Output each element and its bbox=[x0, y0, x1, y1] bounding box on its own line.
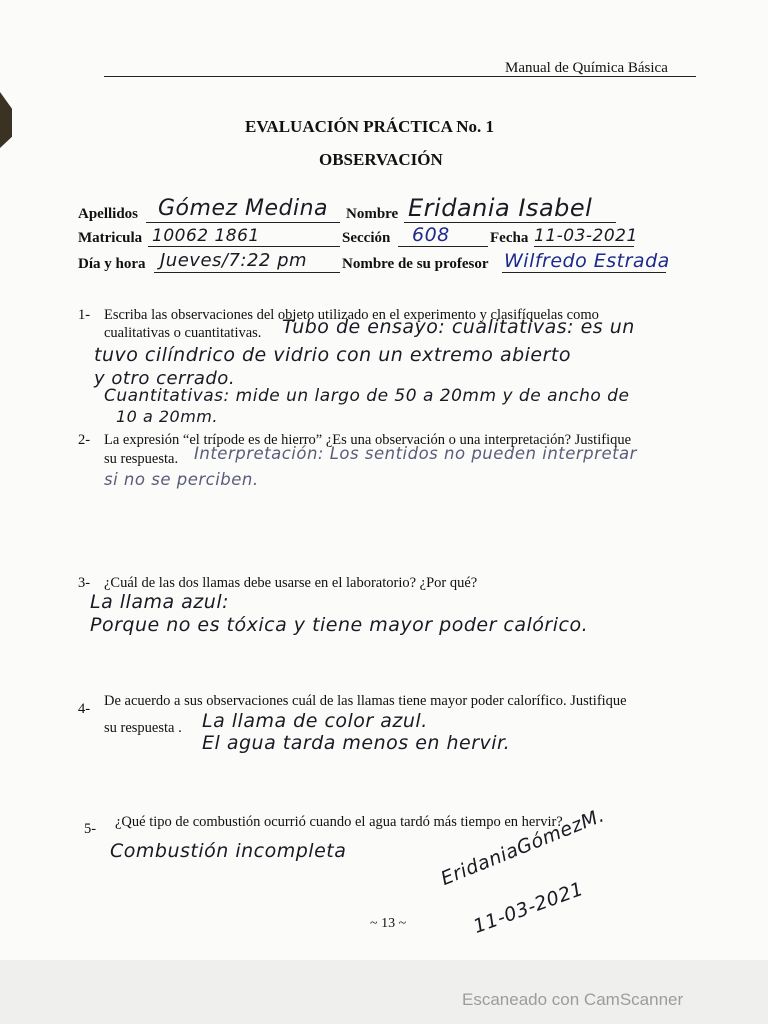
nombre-label: Nombre bbox=[346, 206, 399, 222]
question-4-number: 4- bbox=[78, 701, 91, 717]
dia-hora-line bbox=[154, 272, 340, 273]
answer-4-line-2: El agua tarda menos en hervir. bbox=[202, 732, 511, 754]
dia-hora-value: Jueves/7:22 pm bbox=[160, 250, 308, 271]
question-3-text: ¿Cuál de las dos llamas debe usarse en el laboratorio? ¿Por qué? bbox=[104, 575, 478, 591]
page-edge-shadow bbox=[0, 92, 12, 148]
nombre-value: Eridania Isabel bbox=[408, 194, 593, 222]
matricula-value: 10062 1861 bbox=[152, 226, 260, 246]
manual-title: Manual de Química Básica bbox=[505, 60, 668, 76]
answer-1-line-5: 10 a 20mm. bbox=[116, 407, 218, 426]
profesor-line bbox=[502, 272, 666, 273]
answer-5-line-1: Combustión incompleta bbox=[110, 840, 347, 862]
question-5-number: 5- bbox=[84, 821, 97, 837]
answer-4-line-1: La llama de color azul. bbox=[202, 710, 428, 732]
evaluation-title: EVALUACIÓN PRÁCTICA No. 1 bbox=[245, 117, 495, 136]
question-1-number: 1- bbox=[78, 307, 91, 323]
seccion-label: Sección bbox=[342, 230, 391, 246]
answer-2-line-1: Interpretación: Los sentidos no pueden interpretar bbox=[194, 444, 637, 463]
profesor-value: Wilfredo Estrada bbox=[504, 250, 670, 272]
question-1-text-2: cualitativas o cuantitativas. bbox=[104, 325, 262, 341]
question-2-text: La expresión “el trípode es de hierro” ¿Es una observación o una interpretación? Justifique bbox=[104, 432, 632, 448]
student-signature: EridaniaGómezM. bbox=[437, 804, 608, 890]
answer-1-line-1: Tubo de ensayo: cualitativas: es un bbox=[282, 316, 635, 338]
question-1-text: Escriba las observaciones del objeto utilizado en el experimento y clasifíquelas como bbox=[104, 307, 599, 323]
question-5-text: ¿Qué tipo de combustión ocurrió cuando el agua tardó más tiempo en hervir? bbox=[115, 814, 563, 830]
camscanner-watermark: Escaneado con CamScanner bbox=[462, 990, 684, 1009]
evaluation-subtitle: OBSERVACIÓN bbox=[319, 150, 443, 169]
page-number: ~ 13 ~ bbox=[370, 916, 407, 931]
dia-hora-label: Día y hora bbox=[78, 256, 146, 272]
question-4-text-2: su respuesta . bbox=[104, 720, 182, 736]
matricula-label: Matricula bbox=[78, 230, 143, 246]
signature-date: 11-03-2021 bbox=[470, 877, 587, 938]
seccion-line bbox=[398, 246, 488, 247]
seccion-value: 608 bbox=[412, 224, 450, 246]
fecha-line bbox=[534, 246, 634, 247]
question-3-number: 3- bbox=[78, 575, 91, 591]
answer-3-line-1: La llama azul: bbox=[90, 591, 229, 613]
profesor-label: Nombre de su profesor bbox=[342, 256, 489, 272]
nombre-line bbox=[404, 222, 616, 223]
answer-1-line-4: Cuantitativas: mide un largo de 50 a 20mm y de ancho de bbox=[104, 386, 630, 406]
answer-2-line-2: si no se perciben. bbox=[104, 470, 259, 489]
apellidos-value: Gómez Medina bbox=[158, 196, 329, 221]
apellidos-label: Apellidos bbox=[78, 206, 139, 222]
fecha-value: 11-03-2021 bbox=[534, 226, 638, 246]
apellidos-line bbox=[146, 222, 340, 223]
question-2-number: 2- bbox=[78, 432, 91, 448]
question-2-text-2: su respuesta. bbox=[104, 451, 179, 467]
answer-1-line-2: tuvo cilíndrico de vidrio con un extremo abierto bbox=[94, 344, 572, 366]
question-4-text: De acuerdo a sus observaciones cuál de las llamas tiene mayor poder calorífico. Justifique bbox=[104, 693, 627, 709]
answer-3-line-2: Porque no es tóxica y tiene mayor poder calórico. bbox=[90, 614, 589, 636]
answer-1-line-3: y otro cerrado. bbox=[94, 368, 236, 389]
matricula-line bbox=[148, 246, 340, 247]
fecha-label: Fecha bbox=[490, 230, 529, 246]
